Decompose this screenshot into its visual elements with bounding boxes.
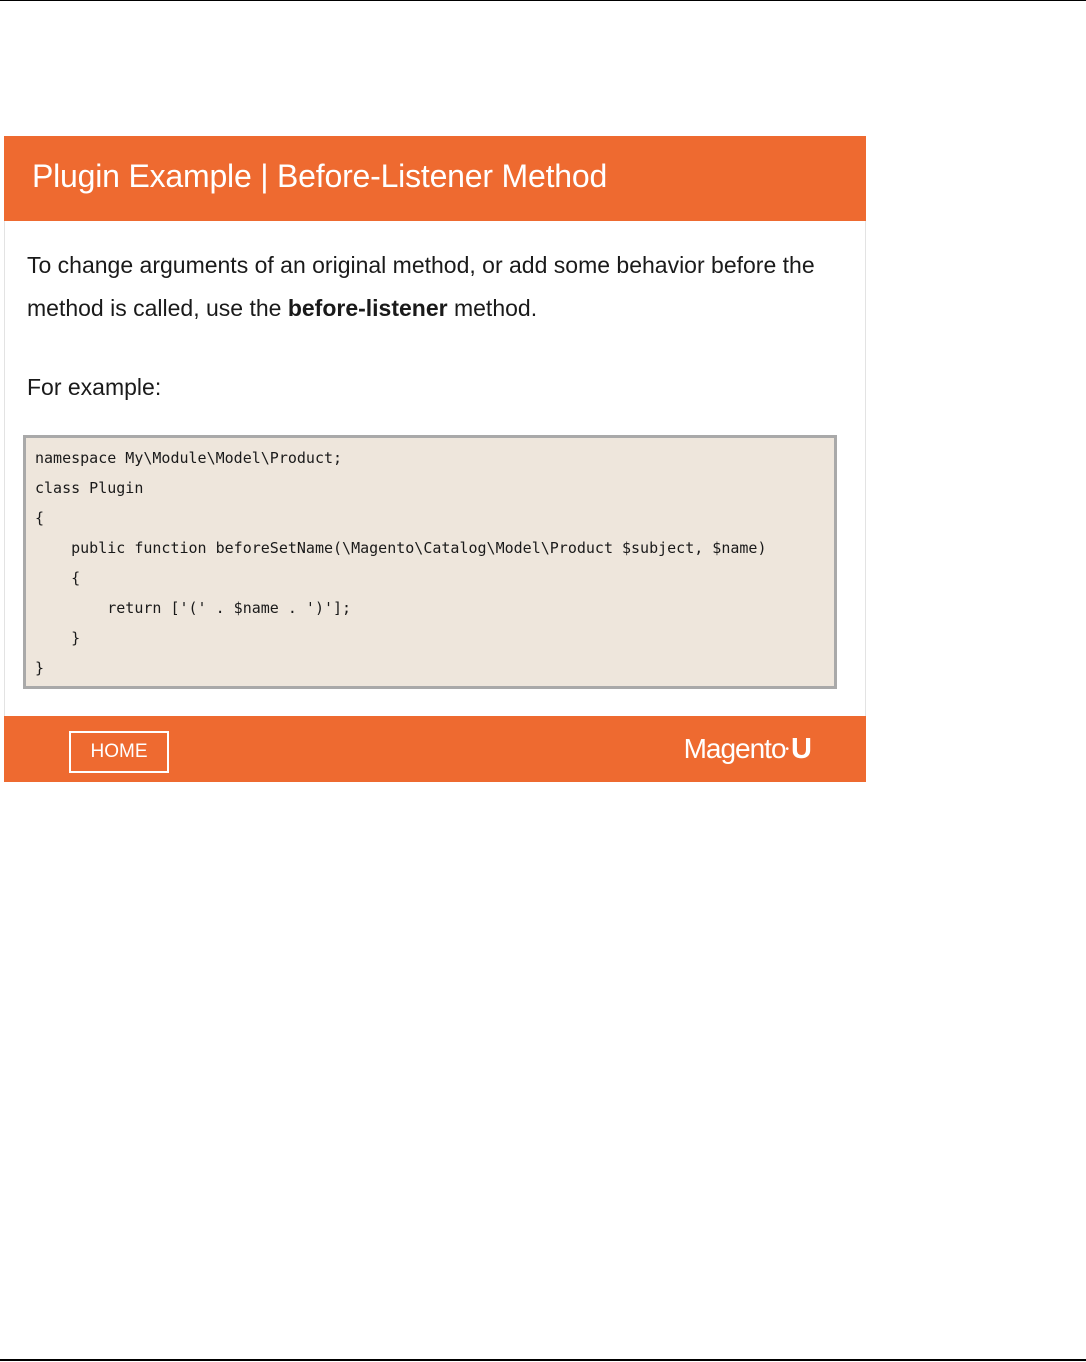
code-block	[23, 435, 837, 689]
bottom-rule	[0, 1359, 1086, 1361]
brand-word: Magento	[683, 733, 786, 764]
brand-u: U	[791, 733, 812, 765]
brand-dot: •	[785, 743, 790, 755]
code-line: {	[35, 509, 45, 527]
intro-text-end: method.	[447, 295, 538, 321]
intro-paragraph	[27, 244, 847, 330]
home-button[interactable]: HOME	[69, 731, 169, 773]
slide-footer	[4, 716, 866, 782]
slide-header	[4, 136, 866, 221]
code-line: class Plugin	[35, 479, 144, 497]
intro-bold-term: before-listener	[287, 295, 448, 321]
for-example-label: For example:	[27, 374, 162, 400]
code-line: }	[35, 659, 45, 677]
code-line: return ['(' . $name . ')'];	[35, 599, 352, 617]
code-line: {	[35, 569, 81, 587]
intro-text: To change arguments of an original method, or add some behavior before the method is called, use the	[27, 252, 815, 321]
slide	[4, 136, 866, 782]
slide-title: Plugin Example | Before-Listener Method	[32, 158, 608, 194]
code-line: }	[35, 629, 81, 647]
top-rule	[0, 0, 1086, 1]
code-line: public function beforeSetName(\Magento\Catalog\Model\Product $subject, $name)	[35, 539, 767, 557]
code-line: namespace My\Module\Model\Product;	[35, 449, 343, 467]
magento-u-logo	[684, 733, 812, 766]
